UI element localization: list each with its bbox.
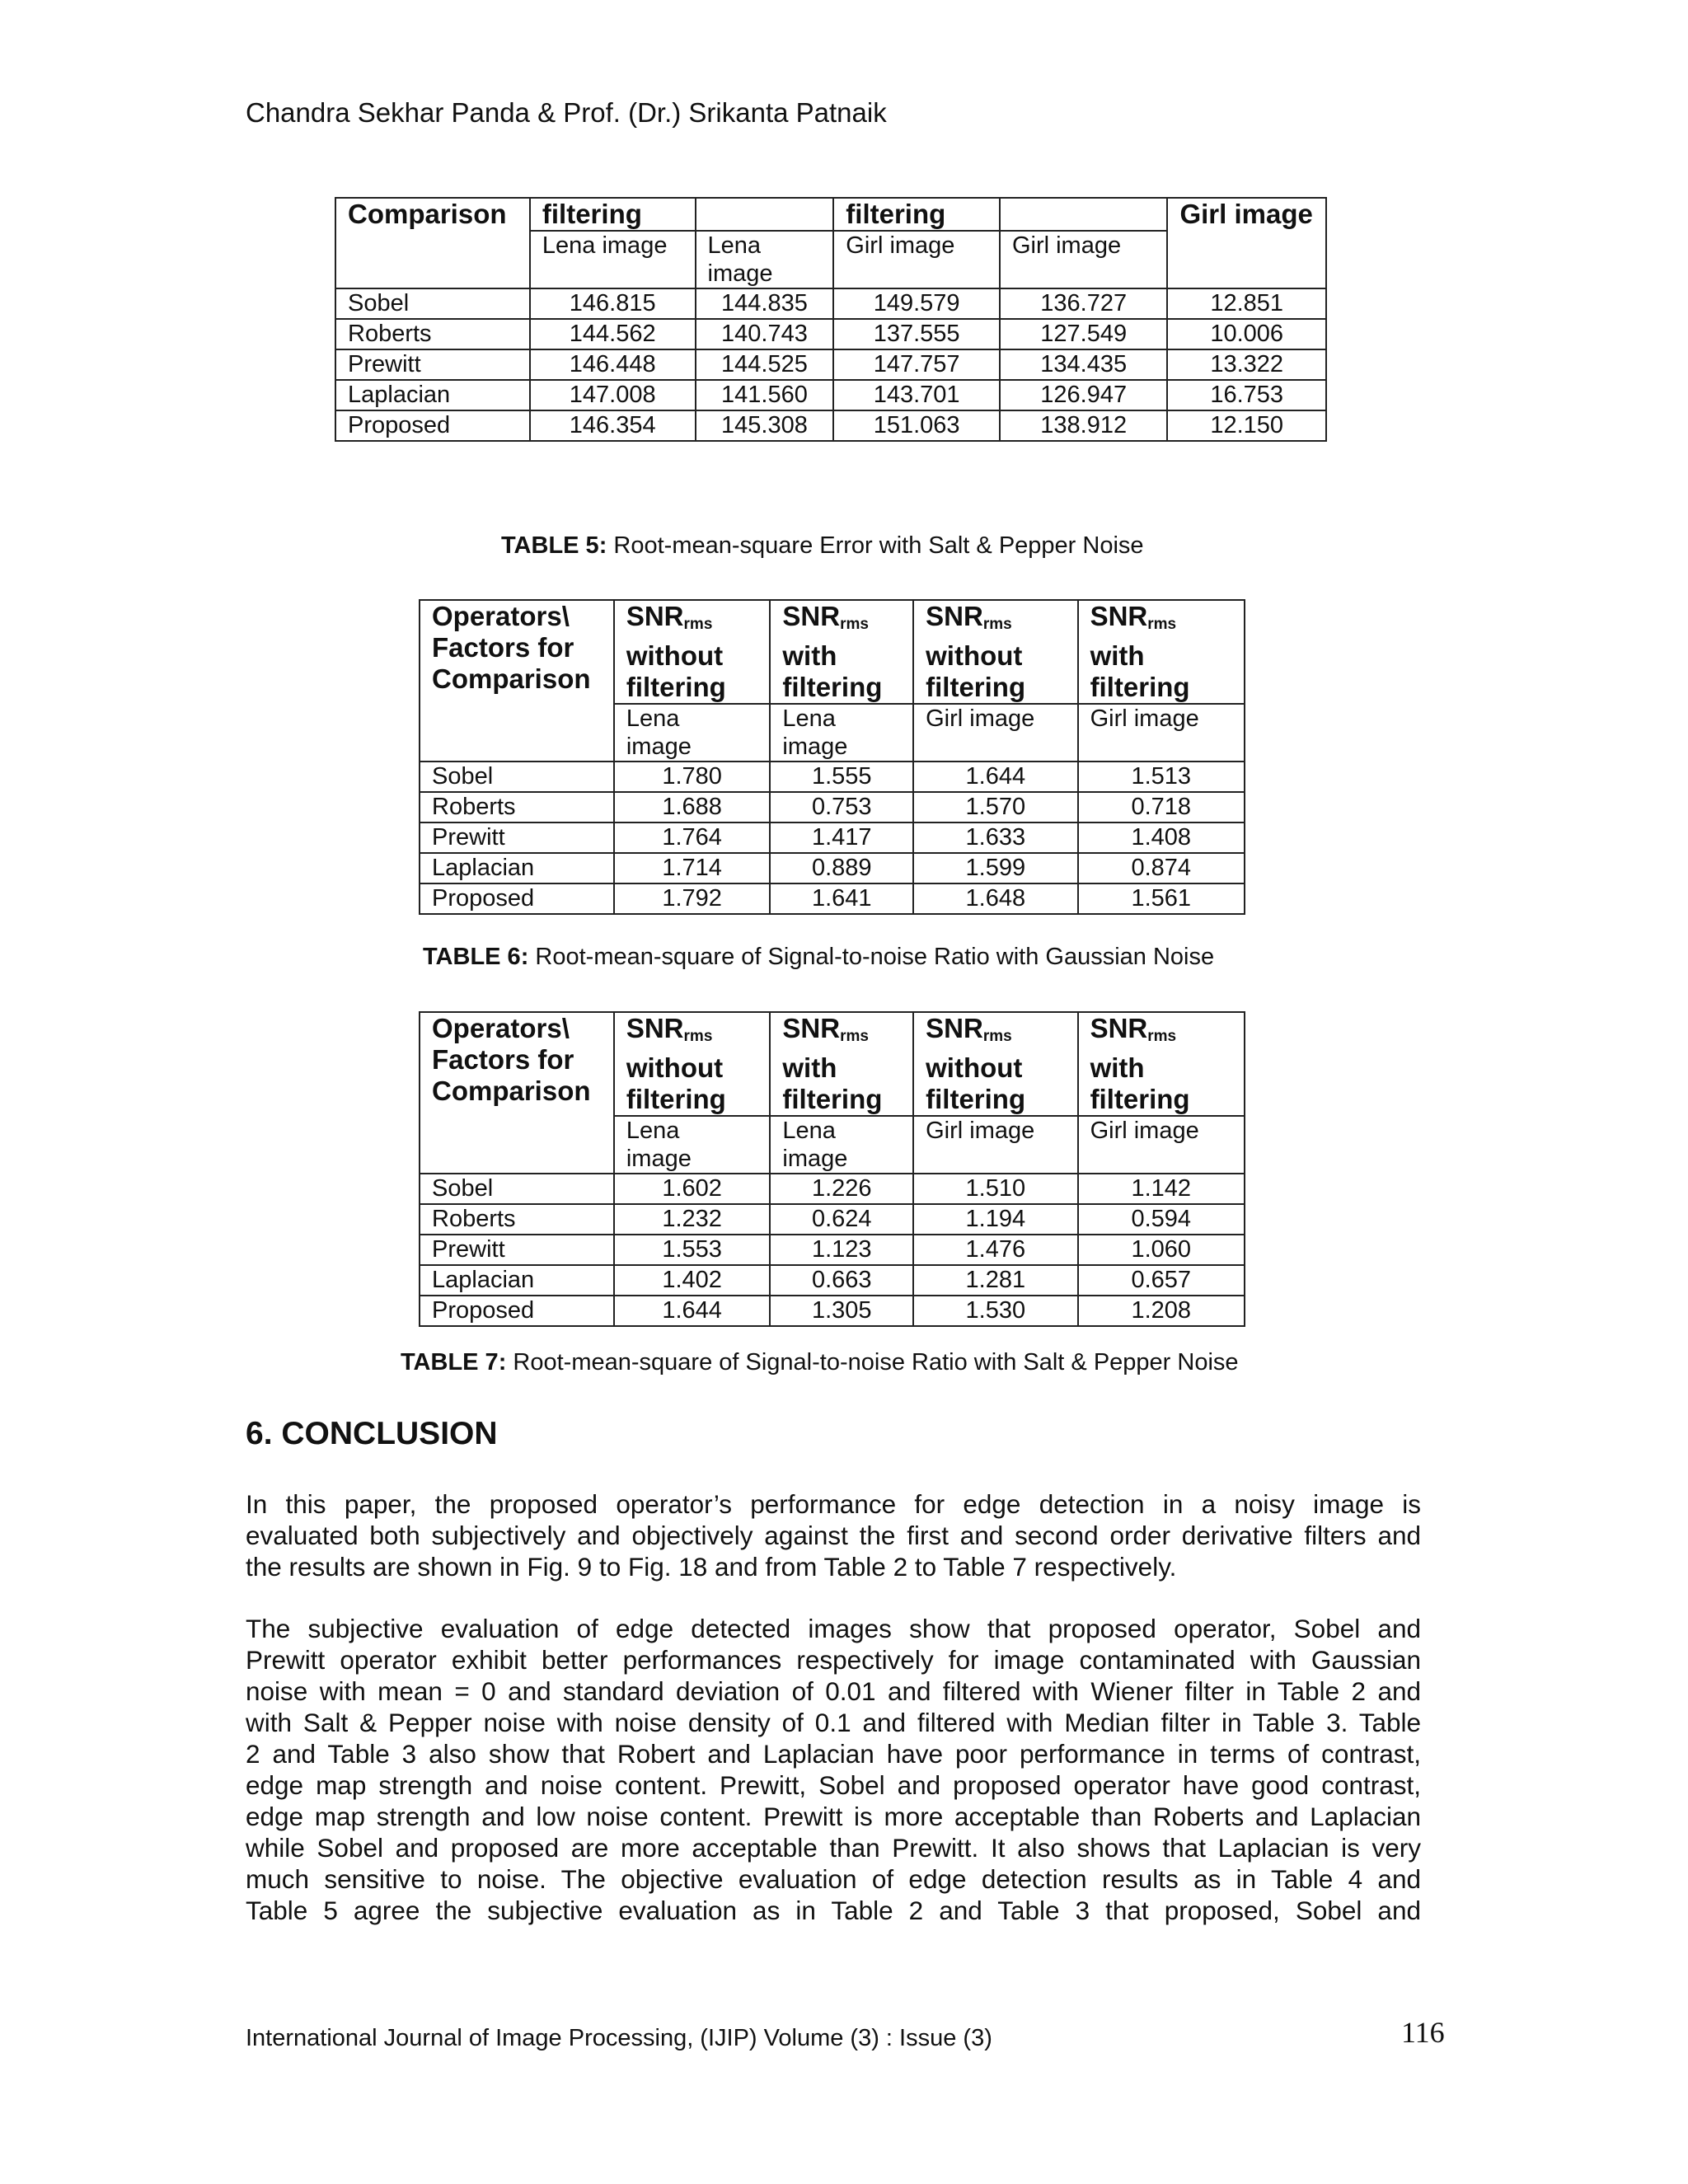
paragraph-line: the results are shown in Fig. 9 to Fig. 18 and from Table 2 to Table 7 respectively.: [246, 1552, 1177, 1582]
snr-header-cell: [770, 600, 913, 704]
table7-caption-text: Root-mean-square of Signal-to-noise Ratio with Salt & Pepper Noise: [506, 1349, 1239, 1376]
table4-subheader-cell: Lena image: [530, 231, 696, 288]
table-row: [420, 1265, 1245, 1296]
header-line: Comparison: [432, 1076, 591, 1106]
value-cell: 1.599: [913, 853, 1077, 883]
value-cell: 140.743: [696, 319, 834, 349]
header-line: filtering: [926, 1084, 1026, 1114]
table-row: [420, 1296, 1245, 1326]
paragraph-line: with Salt & Pepper noise with noise density of 0.1 and filtered with Median filter in Table 3. Table: [246, 1708, 1421, 1737]
snr-symbol: SNR: [1090, 1013, 1148, 1043]
image-name-line: Lena: [626, 705, 680, 732]
value-cell: 151.063: [833, 410, 1000, 441]
row-label-cell: Sobel: [420, 762, 614, 792]
image-name-cell: [1078, 704, 1245, 762]
paragraph-line: 2 and Table 3 also show that Robert and Laplacian have poor performance in terms of contrast,: [246, 1739, 1421, 1769]
table7: [419, 1011, 1245, 1327]
value-cell: 1.648: [913, 883, 1077, 914]
table7-caption-label: TABLE 7:: [401, 1349, 507, 1376]
value-cell: 1.688: [614, 792, 771, 823]
value-cell: 1.633: [913, 823, 1077, 853]
value-cell: 12.150: [1167, 410, 1326, 441]
value-cell: 143.701: [833, 380, 1000, 410]
row-label-cell: Roberts: [335, 319, 530, 349]
value-cell: 0.874: [1078, 853, 1245, 883]
value-cell: 149.579: [833, 288, 1000, 319]
paragraph-line: noise with mean = 0 and standard deviation of 0.01 and filtered with Wiener filter in Table 2 and: [246, 1676, 1421, 1706]
table6-caption: [423, 944, 1214, 971]
table-row: [335, 319, 1326, 349]
value-cell: 1.644: [614, 1296, 771, 1326]
header-line: without: [926, 1052, 1023, 1083]
header-line: with: [782, 640, 837, 671]
snr-subscript: rms: [982, 616, 1012, 633]
table4-header-cell: Girl image: [1167, 198, 1326, 288]
paragraph-line: In this paper, the proposed operator’s performance for edge detection in a noisy image is: [246, 1489, 1421, 1519]
value-cell: 146.354: [530, 410, 696, 441]
value-cell: 0.889: [770, 853, 913, 883]
value-cell: 1.402: [614, 1265, 771, 1296]
snr-symbol: SNR: [626, 601, 684, 631]
image-name-cell: [614, 1116, 771, 1174]
footer-journal: International Journal of Image Processing, (IJIP) Volume (3) : Issue (3): [246, 2025, 992, 2051]
table-header-row: [420, 1012, 1245, 1116]
value-cell: 1.208: [1078, 1296, 1245, 1326]
image-name-cell: [913, 704, 1077, 762]
snr-header-cell: [614, 600, 771, 704]
row-label-cell: Sobel: [335, 288, 530, 319]
table5-caption-label: TABLE 5:: [501, 532, 607, 559]
row-label-cell: Roberts: [420, 1204, 614, 1235]
table5-caption: [501, 532, 1144, 560]
table4-header-cell: Comparison: [335, 198, 530, 288]
value-cell: 1.530: [913, 1296, 1077, 1326]
value-cell: 137.555: [833, 319, 1000, 349]
snr-symbol: SNR: [926, 1013, 983, 1043]
value-cell: 10.006: [1167, 319, 1326, 349]
value-cell: 0.663: [770, 1265, 913, 1296]
snr-subscript: rms: [982, 1028, 1012, 1045]
table-row: [420, 823, 1245, 853]
value-cell: 1.060: [1078, 1235, 1245, 1265]
header-line: with: [1090, 1052, 1145, 1083]
row-label-cell: Proposed: [420, 883, 614, 914]
row-label-cell: Roberts: [420, 792, 614, 823]
row-label-cell: Laplacian: [335, 380, 530, 410]
row-label-cell: Proposed: [335, 410, 530, 441]
value-cell: 144.562: [530, 319, 696, 349]
table7-caption: [401, 1349, 1239, 1376]
snr-header-cell: [913, 600, 1077, 704]
value-cell: 147.008: [530, 380, 696, 410]
table-row: [420, 762, 1245, 792]
value-cell: 147.757: [833, 349, 1000, 380]
paragraph-line: edge map strength and noise content. Prewitt, Sobel and proposed operator have good contrast,: [246, 1770, 1421, 1800]
snr-subscript: rms: [683, 1028, 713, 1045]
table4-header-cell: filtering: [833, 198, 1000, 231]
table4-header-cell: [1000, 198, 1168, 231]
image-name-cell: [1078, 1116, 1245, 1174]
table4-header-cell: [696, 198, 834, 231]
value-cell: 1.792: [614, 883, 771, 914]
header-line: filtering: [782, 672, 883, 702]
table-row: [335, 349, 1326, 380]
table-row: [420, 792, 1245, 823]
table6-caption-label: TABLE 6:: [423, 944, 529, 970]
value-cell: 1.142: [1078, 1174, 1245, 1204]
paragraph-line: edge map strength and low noise content. Prewitt is more acceptable than Roberts and Laplacian: [246, 1802, 1421, 1831]
snr-subscript: rms: [1147, 1028, 1177, 1045]
header-line: without: [626, 1052, 724, 1083]
paragraph-line: Prewitt operator exhibit better performances respectively for image contaminated with Gaussian: [246, 1645, 1421, 1675]
image-name-line: image: [782, 1146, 848, 1172]
value-cell: 136.727: [1000, 288, 1168, 319]
table-row: [420, 883, 1245, 914]
snr-header-cell: [913, 1012, 1077, 1116]
table-row: [420, 1204, 1245, 1235]
image-name-line: Lena: [782, 1118, 836, 1144]
image-name-line: image: [782, 733, 848, 760]
snr-symbol: SNR: [782, 1013, 841, 1043]
table-header-row: [420, 600, 1245, 704]
image-name-line: Girl image: [1090, 705, 1199, 732]
image-name-line: Girl image: [1090, 1118, 1199, 1144]
table5-caption-text: Root-mean-square Error with Salt & Pepper Noise: [607, 532, 1144, 559]
value-cell: 1.602: [614, 1174, 771, 1204]
paragraph-line: Table 5 agree the subjective evaluation as in Table 2 and Table 3 that proposed, Sobel and: [246, 1896, 1421, 1925]
operators-header-cell: [420, 600, 614, 762]
value-cell: 1.570: [913, 792, 1077, 823]
value-cell: 1.226: [770, 1174, 913, 1204]
header-line: filtering: [782, 1084, 883, 1114]
value-cell: 1.555: [770, 762, 913, 792]
value-cell: 1.281: [913, 1265, 1077, 1296]
section-title-conclusion: 6. CONCLUSION: [246, 1416, 498, 1451]
table4-header-row-1: [335, 198, 1326, 231]
value-cell: 1.417: [770, 823, 913, 853]
running-header: Chandra Sekhar Panda & Prof. (Dr.) Srikanta Patnaik: [246, 97, 887, 128]
value-cell: 144.835: [696, 288, 834, 319]
value-cell: 1.644: [913, 762, 1077, 792]
image-name-line: Girl image: [926, 1118, 1035, 1144]
snr-symbol: SNR: [626, 1013, 684, 1043]
image-name-line: Girl image: [926, 705, 1035, 732]
image-name-line: Lena: [626, 1118, 680, 1144]
value-cell: 1.641: [770, 883, 913, 914]
value-cell: 12.851: [1167, 288, 1326, 319]
value-cell: 146.448: [530, 349, 696, 380]
paragraph-line: The subjective evaluation of edge detected images show that proposed operator, Sobel and: [246, 1614, 1421, 1643]
snr-symbol: SNR: [926, 601, 983, 631]
value-cell: 1.510: [913, 1174, 1077, 1204]
table4-subheader-cell: Girl image: [833, 231, 1000, 288]
table-row: [335, 380, 1326, 410]
value-cell: 134.435: [1000, 349, 1168, 380]
value-cell: 1.561: [1078, 883, 1245, 914]
table4-subheader-cell: Girl image: [1000, 231, 1168, 288]
value-cell: 0.594: [1078, 1204, 1245, 1235]
value-cell: 1.553: [614, 1235, 771, 1265]
image-name-cell: [913, 1116, 1077, 1174]
snr-header-cell: [770, 1012, 913, 1116]
table-row: [420, 1235, 1245, 1265]
value-cell: 1.305: [770, 1296, 913, 1326]
image-name-line: image: [626, 733, 692, 760]
value-cell: 0.718: [1078, 792, 1245, 823]
image-name-cell: [770, 1116, 913, 1174]
value-cell: 0.753: [770, 792, 913, 823]
conclusion-paragraph-1: [246, 1488, 1421, 1582]
conclusion-paragraph-2: [246, 1613, 1421, 1926]
header-line: filtering: [926, 672, 1026, 702]
value-cell: 1.764: [614, 823, 771, 853]
snr-symbol: SNR: [782, 601, 841, 631]
table-row: [420, 853, 1245, 883]
row-label-cell: Prewitt: [420, 1235, 614, 1265]
row-label-cell: Proposed: [420, 1296, 614, 1326]
value-cell: 145.308: [696, 410, 834, 441]
value-cell: 1.408: [1078, 823, 1245, 853]
header-line: filtering: [626, 1084, 726, 1114]
header-line: Factors for: [432, 1044, 574, 1075]
header-line: with: [1090, 640, 1145, 671]
header-line: filtering: [626, 672, 726, 702]
table4-header-cell: filtering: [530, 198, 696, 231]
row-label-cell: Prewitt: [420, 823, 614, 853]
header-line: Operators\: [432, 1013, 570, 1043]
value-cell: 126.947: [1000, 380, 1168, 410]
value-cell: 1.780: [614, 762, 771, 792]
image-name-cell: [770, 704, 913, 762]
value-cell: 141.560: [696, 380, 834, 410]
snr-header-cell: [1078, 600, 1245, 704]
snr-subscript: rms: [1147, 616, 1177, 633]
snr-subscript: rms: [840, 616, 869, 633]
header-line: filtering: [1090, 672, 1190, 702]
value-cell: 1.232: [614, 1204, 771, 1235]
value-cell: 0.624: [770, 1204, 913, 1235]
snr-header-cell: [1078, 1012, 1245, 1116]
snr-symbol: SNR: [1090, 601, 1148, 631]
table-row: [335, 288, 1326, 319]
header-line: with: [782, 1052, 837, 1083]
table6-caption-text: Root-mean-square of Signal-to-noise Ratio with Gaussian Noise: [528, 944, 1215, 970]
value-cell: 127.549: [1000, 319, 1168, 349]
image-name-line: image: [626, 1146, 692, 1172]
row-label-cell: Laplacian: [420, 853, 614, 883]
image-name-cell: [614, 704, 771, 762]
header-line: Operators\: [432, 601, 570, 631]
header-line: Factors for: [432, 632, 574, 663]
value-cell: 13.322: [1167, 349, 1326, 380]
row-label-cell: Laplacian: [420, 1265, 614, 1296]
value-cell: 16.753: [1167, 380, 1326, 410]
table-row: [335, 410, 1326, 441]
header-line: filtering: [1090, 1084, 1190, 1114]
value-cell: 1.194: [913, 1204, 1077, 1235]
snr-subscript: rms: [840, 1028, 869, 1045]
header-line: without: [926, 640, 1023, 671]
snr-subscript: rms: [683, 616, 713, 633]
paragraph-line: much sensitive to noise. The objective evaluation of edge detection results as in Table 4 and: [246, 1864, 1421, 1894]
row-label-cell: Sobel: [420, 1174, 614, 1204]
header-line: without: [626, 640, 724, 671]
value-cell: 0.657: [1078, 1265, 1245, 1296]
snr-header-cell: [614, 1012, 771, 1116]
value-cell: 1.476: [913, 1235, 1077, 1265]
value-cell: 146.815: [530, 288, 696, 319]
value-cell: 1.123: [770, 1235, 913, 1265]
table4-partial: [335, 197, 1327, 442]
paragraph-line: while Sobel and proposed are more acceptable than Prewitt. It also shows that Laplacian is very: [246, 1833, 1421, 1863]
row-label-cell: Prewitt: [335, 349, 530, 380]
value-cell: 138.912: [1000, 410, 1168, 441]
value-cell: 144.525: [696, 349, 834, 380]
paragraph-line: evaluated both subjectively and objectively against the first and second order derivative filters and: [246, 1521, 1421, 1550]
table4-subheader-cell: Lena image: [696, 231, 834, 288]
page-number: 116: [1401, 2016, 1445, 2049]
table6: [419, 599, 1245, 915]
table-row: [420, 1174, 1245, 1204]
value-cell: 1.714: [614, 853, 771, 883]
image-name-line: Lena: [782, 705, 836, 732]
header-line: Comparison: [432, 663, 591, 694]
operators-header-cell: [420, 1012, 614, 1174]
value-cell: 1.513: [1078, 762, 1245, 792]
